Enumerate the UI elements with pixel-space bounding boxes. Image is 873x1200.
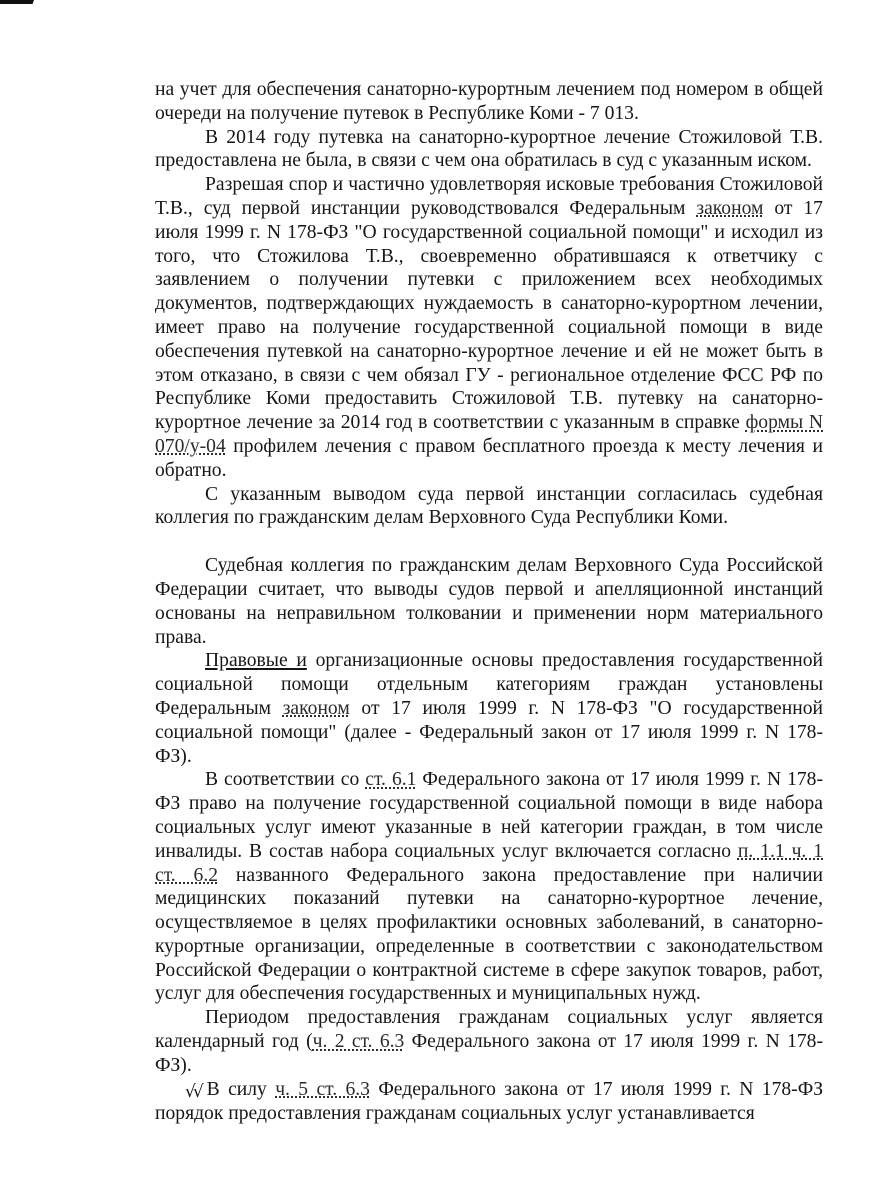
text: Федерального закона от 17 июля 1999 г. N 178-ФЗ право на получение государственной социальной помощи в виде набора социальных услуг имеют указанные в ней категории граждан, в том числе инвалиды. В состав набора социальных услуг включается согласно <box>155 769 823 862</box>
law-link[interactable]: законом <box>696 197 764 219</box>
text: С указанным выводом суда первой инстанции согласилась судебная коллегия по гражданским делам Верховного Суда Республики Коми. <box>155 483 823 529</box>
text: Федерального закона от 17 июля 1999 г. N 178-ФЗ порядок предоставления гражданам социальных услуг устанавливается <box>155 1078 824 1125</box>
paragraph-6 <box>155 649 823 768</box>
text: организационные основы предоставления государственной социальной помощи отдельным категориям граждан установлены Федеральным <box>155 650 823 719</box>
text: от 17 июля 1999 г. N 178-ФЗ "О государственной социальной помощи" и исходил из того, что Стожилова Т.В., своевременно обратившаяся к ответчику с заявлением о получении путевки с приложением всех необходимых документов, подтверждающих нуждаемость в санаторно-курортном лечении, имеет право на получение государственной социальной помощи в виде обеспечения путевкой на санаторно-курортное лечение и ей не может быть в этом отказано, в связи с чем обязал ГУ - региональное отделение ФСС РФ по Республике Коми предоставить Стожиловой Т.В. путевку на санаторно-курортное лечение за 2014 год в соответствии с указанным в справке <box>155 197 823 434</box>
text: В силу <box>206 1078 276 1100</box>
text: В соответствии со <box>205 769 366 791</box>
paragraph-3 <box>155 173 823 482</box>
text: на учет для обеспечения санаторно-курортным лечением под номером в общей очереди на получение путевок в Республике Коми - 7 013. <box>155 79 823 124</box>
text: Периодом предоставления гражданам социальных услуг является календарный год ( <box>155 1007 823 1053</box>
text: профилем лечения с правом бесплатного проезда к месту лечения и обратно. <box>155 435 823 481</box>
paragraph-2 <box>155 126 823 174</box>
article-6-3-part-2-link[interactable]: ч. 2 ст. 6.3 <box>312 1031 405 1053</box>
paragraph-4 <box>155 483 823 531</box>
paragraph-7 <box>155 768 823 1006</box>
article-6-1-link[interactable]: ст. 6.1 <box>365 769 417 791</box>
article-6-3-part-5-link[interactable]: ч. 5 ст. 6.3 <box>275 1078 370 1100</box>
text: Судебная коллегия по гражданским делам Верховного Суда Российской Федерации считает, что выводы судов первой и апелляционной инстанций основаны на неправильном толковании и применении норм материального права. <box>155 555 823 648</box>
handwritten-checkmark-icon: √√ <box>185 1081 201 1102</box>
article-6-2-link[interactable]: п. 1.1 ч. 1 ст. 6.2 <box>155 840 823 886</box>
scan-corner-mark <box>0 0 34 4</box>
law-link[interactable]: законом <box>282 697 350 719</box>
text: от 17 июля 1999 г. N 178-ФЗ "О государственной социальной помощи" (далее - Федеральный закон от 17 июля 1999 г. N 178-ФЗ). <box>155 697 823 767</box>
form-link[interactable]: формы N 070/у-04 <box>155 412 824 457</box>
text: названного Федерального закона предоставление при наличии медицинских показаний путевки на санаторно-курортное лечение, осуществляемое в целях профилактики основных заболеваний, в санаторно-курортные организации, определенные в соответствии с законодательством Российской Федерации о контрактной системе в сфере закупок товаров, работ, услуг для обеспечения государственных и муниципальных нужд. <box>155 864 823 1005</box>
paragraph-9 <box>155 1078 823 1127</box>
handwritten-underline-text: Правовые и <box>205 650 307 672</box>
paragraph-8 <box>155 1006 823 1077</box>
paragraph-1 <box>155 78 823 126</box>
document-page <box>155 78 823 1126</box>
text: Разрешая спор и частично удовлетворяя исковые требования Стожиловой Т.В., суд первой инстанции руководствовался Федеральным <box>155 174 823 219</box>
paragraph-5 <box>155 554 823 649</box>
text: Федерального закона от 17 июля 1999 г. N 178-ФЗ). <box>155 1031 823 1076</box>
text: В 2014 году путевка на санаторно-курортное лечение Стожиловой Т.В. предоставлена не была, в связи с чем она обратилась в суд с указанным иском. <box>155 126 823 172</box>
